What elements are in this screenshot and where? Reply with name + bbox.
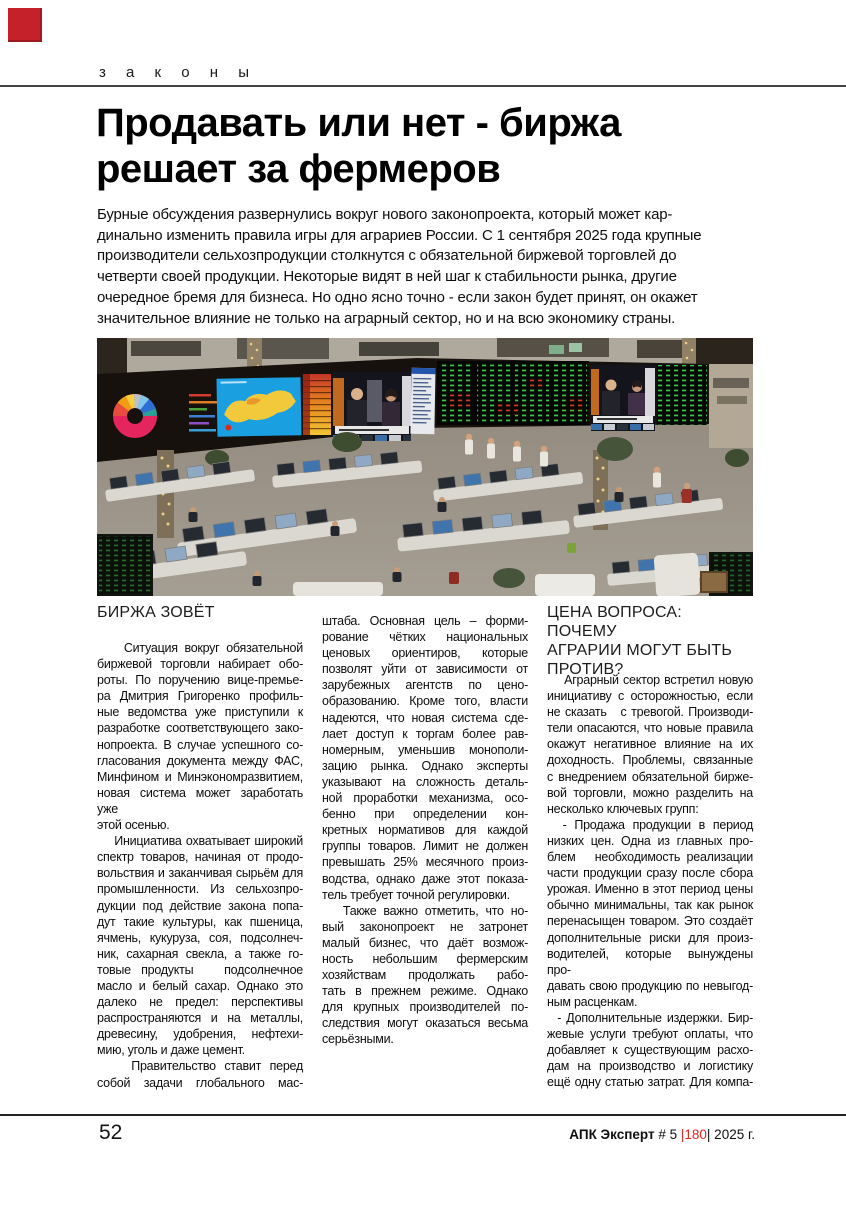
section-kicker: з а к о н ы: [99, 64, 258, 81]
brand-red-square: [8, 8, 42, 42]
issue-year: | 2025 г.: [706, 1127, 755, 1142]
stock-led-board: [437, 361, 589, 425]
article-photo: [97, 338, 753, 596]
issue-prefix: # 5: [654, 1127, 681, 1142]
map-screen: [216, 377, 301, 436]
column1-body: Ситуация вокруг обязательной биржевой торговли набирает обо- роты. По поручению вице-премье- ра Дмитрия Григоренко профиль- ные ведомства уже приступили к разработке соответствующего зако- нопроекта. В случае успешного со- гласования документа между ФАС, Минфином и Минэкономразвитием, новая система может заработать уже этой осенью. Инициатива охватывает широкий спектр товаров, начиная от продо- вольствия и заканчивая сырьём для промышленности. Из сельхозпро- дукции под действие закона попа- дут такие культуры, как пшеница, ячмень, кукуруза, соя, подсолнеч- ник, сахарная свекла, а также го- товые продукты подсолнечное масло и белый сахар. Однако это далеко не предел: перспективы распространяются и на металлы, древесину, удобрения, нефтехи- мию, уголь и даже цемент. Правительство ставит перед собой задачи глобального мас-: [97, 641, 303, 1090]
column1-heading: БИРЖА ЗОВЁТ: [97, 604, 215, 621]
page-number: 52: [99, 1121, 123, 1144]
magazine-credit: [569, 1127, 755, 1142]
header-rule: [0, 85, 846, 87]
footer-rule: [0, 1114, 846, 1116]
column2-body: штаба. Основная цель – форми- рование чётких национальных ценовых ориентиров, которые позволят уйти от зависимости от зарубежных агентств по цено- образованию. Кроме того, власти надеются, что новая система сде- лает доступ к торгам более рав- номерным, уменьшив монополи- зацию рынка. Однако эксперты указывают на сложность деталь- ной проработки механизма, осо- бенно при определении кон- кретных нормативов для каждой группы товаров. Лимит не должен превышать 25% месячного произ- водства, однако даже этот показа- тель требует точной регулировки. Также важно отметить, что но- вый законопроект не затронет малый бизнес, что даёт возмож- ность небольшим фермерским хозяйствам продолжать рабо- тать в прежнем режиме. Однако для крупных производителей по- следствия могут оказаться весьма серьёзными.: [322, 614, 528, 1047]
article-title: Продавать или нет - биржа решает за фермеров: [96, 101, 621, 191]
column3-body: Аграрный сектор встретил новую инициативу с осторожностью, если не сказать с тревогой. Производи- тели опасаются, что новые правила окажут негативное влияние на их доходность. Проблемы, связанные с внедрением обязательной бирже- вой торговли, можно разделить на несколько ключевых групп: - Продажа продукции в период низких цен. Одна из главных про- блем необходимость реализации части продукции сразу после сбора урожая. Именно в этот период цены обычно минимальны, так как рынок перенасыщен товаром. Это создаёт дополнительные риски для произ- водителей, которые вынуждены про- давать свою продукцию по невыгод- ным расценкам. - Дополнительные издержки. Бир- жевые услуги требуют оплаты, что добавляет к существующим расхо- дам на производство и логистику ещё одну статью затрат. Для компа-: [547, 673, 753, 1090]
lead-paragraph: Бурные обсуждения развернулись вокруг нового законопроекта, который может кар- динально изменить правила игры для аграриев России. С 1 сентября 2025 года крупные производители сельхозпродукции столкнутся с обязательной биржевой торговлей до четверти своей продукции. Некоторые видят в ней шаг к стабильности рынка, другие очередное бремя для бизнеса. Но одно ясно точно - если закон будет принят, он окажет значительное влияние не только на аграрный сектор, но и на всю экономику страны.: [97, 206, 702, 327]
news-tv-screen-right: [591, 365, 655, 431]
data-sheet-screen: [410, 368, 435, 434]
price-table-screen: [303, 374, 331, 435]
stock-led-board-right: [657, 365, 707, 425]
trading-floor-illustration: [97, 338, 753, 596]
magazine-name: АПК Эксперт: [569, 1127, 655, 1142]
news-tv-screen-left: [333, 372, 411, 441]
issue-number: |180: [680, 1127, 707, 1142]
column3-heading: ЦЕНА ВОПРОСА: ПОЧЕМУ АГРАРИИ МОГУТ БЫТЬ ПРОТИВ?: [547, 604, 733, 678]
